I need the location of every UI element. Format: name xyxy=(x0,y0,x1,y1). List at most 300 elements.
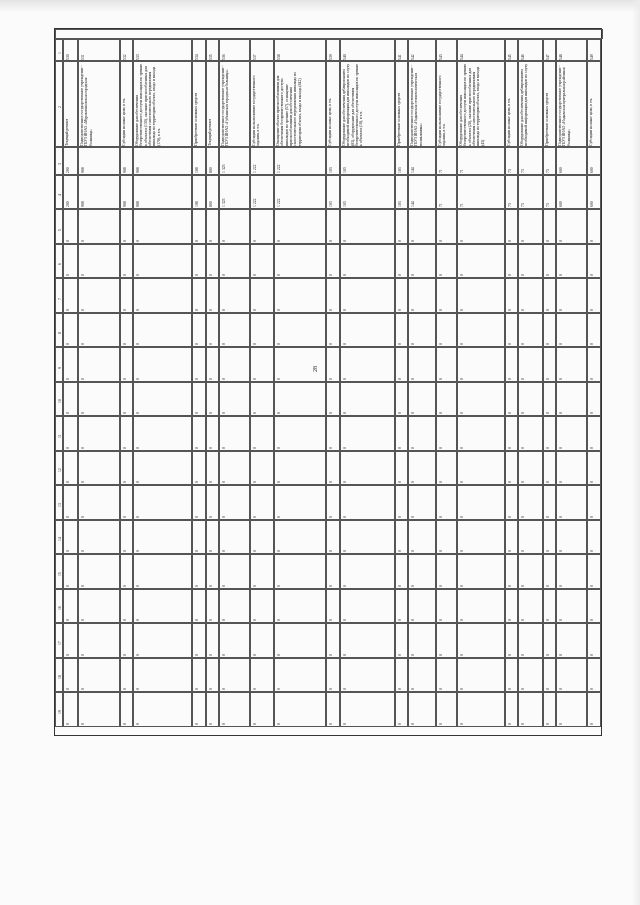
header-label: 19 xyxy=(58,709,62,714)
row-value: 0 xyxy=(136,378,141,380)
row-value: 0 xyxy=(545,585,550,587)
table-cell xyxy=(120,244,134,279)
table-cell xyxy=(63,313,78,348)
row-number: 535 xyxy=(208,53,213,60)
table-cell xyxy=(192,382,206,417)
table-cell xyxy=(274,692,326,727)
row-value: 0 xyxy=(277,308,282,311)
table-cell xyxy=(340,244,395,279)
table-cell xyxy=(192,451,206,486)
table-cell xyxy=(505,658,519,693)
table-cell xyxy=(457,382,505,417)
row-name: Оборудование для обеспечения беспрепятственного доступа инвалидов по зрению к объектам (130), оказание приспособленных для обеспечения самостоятельного передвижения инвалида по территории объекта, входа и выхода (178), в т.ч. xyxy=(135,63,162,146)
table-cell xyxy=(340,313,395,348)
row-value: 0 xyxy=(208,481,213,484)
table-cell xyxy=(250,382,274,417)
row-value: 0 xyxy=(122,343,127,346)
table-cell xyxy=(340,451,395,486)
table-cell xyxy=(505,382,519,417)
table-cell xyxy=(457,209,505,244)
row-value: 0 xyxy=(208,412,213,415)
row-value: 0 xyxy=(81,585,86,587)
table-cell xyxy=(274,39,326,61)
table-cell xyxy=(587,244,601,279)
table-cell xyxy=(63,554,78,589)
row-value: 0 xyxy=(411,378,416,380)
table-cell xyxy=(192,416,206,451)
row-value: 0 xyxy=(222,308,227,311)
header-label: 12 xyxy=(58,468,62,473)
table-cell xyxy=(436,658,457,693)
table-cell xyxy=(78,313,119,348)
header-cell xyxy=(55,313,63,348)
table-cell xyxy=(192,658,206,693)
table-cell xyxy=(78,39,119,61)
table-cell xyxy=(63,209,78,244)
table-cell xyxy=(457,416,505,451)
table-cell xyxy=(556,347,587,382)
table-cell xyxy=(133,347,191,382)
table-cell xyxy=(326,382,340,417)
row-value: 0 xyxy=(411,654,416,656)
table-cell xyxy=(206,244,220,279)
table-cell xyxy=(274,175,326,210)
row-value: 0 xyxy=(66,516,70,518)
table-cell xyxy=(518,209,542,244)
table-cell xyxy=(505,175,519,210)
row-value: 0 xyxy=(136,516,141,518)
row-value: 0 xyxy=(459,585,464,587)
row-value: 0 xyxy=(328,412,333,415)
row-name: Подведомственное государственное учреждение - ГБУЗ ЯНАО «Надымская центральная районная больница» xyxy=(558,65,572,146)
table-cell xyxy=(408,589,436,624)
row-value: 0 xyxy=(66,239,70,242)
header-label: 16 xyxy=(58,606,62,611)
header-cell xyxy=(55,382,63,417)
row-value: 0 xyxy=(521,481,526,484)
row-value: 0 xyxy=(328,550,333,553)
table-cell xyxy=(63,39,78,61)
row-value: 0 xyxy=(66,619,70,622)
row-value: 0 xyxy=(194,378,199,380)
row-value: 0 xyxy=(136,654,141,656)
row-value: 0 xyxy=(459,654,464,656)
table-cell xyxy=(587,692,601,727)
table-cell xyxy=(219,520,250,555)
table-cell xyxy=(219,313,250,348)
table-cell xyxy=(505,313,519,348)
row-value: 0 xyxy=(411,343,416,346)
table-cell xyxy=(518,554,542,589)
table-cell xyxy=(505,554,519,589)
header-label: 18 xyxy=(58,675,62,680)
table-cell xyxy=(219,416,250,451)
row-value: 0 xyxy=(81,654,86,656)
row-value: 0 xyxy=(438,412,443,415)
row-value: 0 xyxy=(397,412,402,415)
table-cell xyxy=(395,589,409,624)
table-cell xyxy=(505,278,519,313)
table-cell xyxy=(340,175,395,210)
table-cell xyxy=(78,416,119,451)
row-value: 0 xyxy=(507,654,512,656)
table-cell xyxy=(63,520,78,555)
row-value: 0 xyxy=(194,308,199,311)
table-cell xyxy=(133,278,191,313)
row-value: 0 xyxy=(545,239,550,242)
row-value: 0 xyxy=(545,447,550,449)
table-cell xyxy=(587,39,601,61)
table-cell xyxy=(219,61,250,147)
row-value: 0 xyxy=(136,274,141,277)
table-cell xyxy=(436,61,457,147)
table-cell xyxy=(206,209,220,244)
table-cell xyxy=(326,209,340,244)
row-value: 0 xyxy=(136,688,141,691)
row-value: 0 xyxy=(342,412,347,415)
row-name: Субсидии на иные цели, в т.ч. xyxy=(589,97,594,146)
row-value: 0 xyxy=(342,343,347,346)
table-cell xyxy=(219,278,250,313)
row-value: 0 xyxy=(208,378,213,380)
table-cell xyxy=(120,589,134,624)
row-value: 0 xyxy=(397,654,402,656)
row-value: 0 xyxy=(590,619,595,622)
table-cell xyxy=(436,623,457,658)
row-value: 0 xyxy=(194,585,199,587)
table-cell xyxy=(436,416,457,451)
row-number: 532 xyxy=(122,53,127,60)
table-cell xyxy=(457,520,505,555)
table-cell xyxy=(63,589,78,624)
header-label: 14 xyxy=(58,537,62,542)
row-value: 0 xyxy=(411,412,416,415)
row-value: 0 xyxy=(66,343,70,346)
table-cell xyxy=(457,175,505,210)
row-value: 0 xyxy=(459,412,464,415)
row-value: 0 xyxy=(328,274,333,277)
row-value: 0 xyxy=(559,688,564,691)
table-cell xyxy=(587,147,601,175)
table-cell xyxy=(505,347,519,382)
header-label: 7 xyxy=(58,297,62,300)
table-cell xyxy=(543,313,557,348)
table-cell xyxy=(543,623,557,658)
header-cell xyxy=(55,209,63,244)
header-label: 1 xyxy=(58,51,62,54)
table-cell xyxy=(206,554,220,589)
row-value: 0 xyxy=(194,550,199,553)
row-value: 600 xyxy=(590,167,595,173)
table-cell xyxy=(340,382,395,417)
table-cell xyxy=(326,175,340,210)
table-cell xyxy=(78,485,119,520)
table-cell xyxy=(133,589,191,624)
row-value: 0 xyxy=(194,343,199,346)
row-value: 0 xyxy=(521,274,526,277)
row-number: 548 xyxy=(559,53,564,60)
table-cell xyxy=(274,61,326,147)
row-value: 0 xyxy=(438,619,443,622)
table-cell xyxy=(436,147,457,175)
row-value: 0 xyxy=(397,308,402,311)
row-value: 0 xyxy=(559,585,564,587)
table-cell xyxy=(133,658,191,693)
table-cell xyxy=(133,147,191,175)
row-value: 0 xyxy=(545,516,550,518)
table-cell xyxy=(556,485,587,520)
table-cell xyxy=(120,39,134,61)
row-value: 0 xyxy=(521,723,526,725)
row-number: 538 xyxy=(277,53,282,60)
table-cell xyxy=(556,658,587,693)
table-cell xyxy=(457,347,505,382)
table-cell xyxy=(556,209,587,244)
table-cell xyxy=(340,416,395,451)
row-value: 0 xyxy=(438,274,443,277)
table-cell xyxy=(274,147,326,175)
table-cell xyxy=(395,175,409,210)
row-value: 0 xyxy=(507,723,512,725)
table-cell xyxy=(250,485,274,520)
table-cell xyxy=(120,485,134,520)
row-value: 0 xyxy=(136,723,141,725)
table-cell xyxy=(219,382,250,417)
table-cell xyxy=(192,589,206,624)
row-value: 0 xyxy=(507,308,512,311)
table-cell xyxy=(457,313,505,348)
row-value: 0 xyxy=(559,308,564,311)
table-cell xyxy=(395,520,409,555)
table-cell xyxy=(133,39,191,61)
table-cell xyxy=(518,147,542,175)
table-cell xyxy=(120,147,134,175)
row-value: 908 xyxy=(81,201,86,208)
table-cell xyxy=(120,278,134,313)
row-name: Оборудование для обеспечения дублированием необходимой информации для инвалидов по слуху (83), оборудование для обеспечения беспрепятственного доступа инвалидов по зрению к объектам (18), в т.ч. xyxy=(341,63,364,146)
row-value: 0 xyxy=(66,688,70,691)
row-value: 0 xyxy=(66,481,70,484)
table-cell xyxy=(206,589,220,624)
header-cell xyxy=(55,451,63,486)
table-cell xyxy=(556,61,587,147)
table-cell xyxy=(587,658,601,693)
table-cell xyxy=(587,209,601,244)
row-name: Приобретение основных средств xyxy=(544,92,549,146)
row-value: 0 xyxy=(122,516,127,518)
table-cell xyxy=(219,209,250,244)
row-value: 0 xyxy=(545,308,550,311)
row-number: 531 xyxy=(81,53,86,60)
table-cell xyxy=(274,623,326,658)
row-value: 0 xyxy=(521,343,526,346)
row-number: 539 xyxy=(328,53,333,60)
table-cell xyxy=(120,209,134,244)
row-value: 1 222 xyxy=(253,164,258,173)
row-value: 0 xyxy=(277,412,282,415)
table-cell xyxy=(192,244,206,279)
scan-shadow-top xyxy=(0,0,640,12)
row-value: 0 xyxy=(342,308,347,311)
table-cell xyxy=(133,313,191,348)
row-value: 0 xyxy=(277,447,282,449)
table-cell xyxy=(192,209,206,244)
table-cell xyxy=(250,347,274,382)
table-cell xyxy=(274,658,326,693)
row-value: 0 xyxy=(559,412,564,415)
table-cell xyxy=(78,61,119,147)
table-cell xyxy=(192,175,206,210)
table-cell xyxy=(133,416,191,451)
table-cell xyxy=(408,451,436,486)
row-value: 0 xyxy=(136,412,141,415)
row-value: 0 xyxy=(342,654,347,656)
row-value: 0 xyxy=(328,239,333,242)
table-cell xyxy=(206,61,220,147)
row-value: 0 xyxy=(194,239,199,242)
row-value: 0 xyxy=(253,723,258,725)
row-name: Субсидии на иные цели, в т.ч. xyxy=(327,97,332,146)
table-cell xyxy=(120,658,134,693)
row-value: 0 xyxy=(459,378,464,380)
table-cell xyxy=(395,209,409,244)
row-value: 0 xyxy=(136,239,141,242)
table-cell xyxy=(436,39,457,61)
table-cell xyxy=(78,589,119,624)
row-value: 0 xyxy=(521,654,526,656)
table-cell xyxy=(543,485,557,520)
row-value: 0 xyxy=(438,654,443,656)
table-cell xyxy=(250,244,274,279)
row-value: 0 xyxy=(208,688,213,691)
row-value: 0 xyxy=(411,239,416,242)
table-cell xyxy=(63,623,78,658)
table-cell xyxy=(340,658,395,693)
table-cell xyxy=(518,589,542,624)
row-number: 537 xyxy=(253,53,258,60)
table-cell xyxy=(395,244,409,279)
row-value: 0 xyxy=(397,688,402,691)
table-cell xyxy=(436,589,457,624)
table-cell xyxy=(274,382,326,417)
row-value: 0 xyxy=(66,412,70,415)
row-value: 0 xyxy=(559,619,564,622)
row-value: 0 xyxy=(459,343,464,346)
row-value: 0 xyxy=(122,481,127,484)
row-value: 0 xyxy=(507,412,512,415)
row-value: 0 xyxy=(277,239,282,242)
row-number: 530 xyxy=(66,53,70,60)
table-cell xyxy=(457,451,505,486)
table-cell xyxy=(543,589,557,624)
table-cell xyxy=(63,451,78,486)
row-value: 0 xyxy=(122,723,127,725)
table-cell xyxy=(326,520,340,555)
table-cell xyxy=(395,382,409,417)
table-cell xyxy=(206,485,220,520)
row-name: Субсидии на выполнение государственного задания, в т.ч. xyxy=(252,75,261,146)
row-value: 0 xyxy=(459,274,464,277)
table-cell xyxy=(326,244,340,279)
table-cell xyxy=(587,623,601,658)
table-cell xyxy=(556,147,587,175)
table-cell xyxy=(250,313,274,348)
table-cell xyxy=(219,589,250,624)
table-cell xyxy=(457,658,505,693)
table-cell xyxy=(274,554,326,589)
table-cell xyxy=(120,347,134,382)
table-cell xyxy=(78,520,119,555)
table-cell xyxy=(436,209,457,244)
row-value: 0 xyxy=(81,688,86,691)
table-cell xyxy=(120,692,134,727)
table-cell xyxy=(192,347,206,382)
table-cell xyxy=(543,39,557,61)
row-name: Текущий ремонт xyxy=(207,118,212,146)
row-value: 0 xyxy=(521,688,526,691)
row-value: 0 xyxy=(459,688,464,691)
table-cell xyxy=(250,39,274,61)
table-cell xyxy=(326,39,340,61)
row-value: 0 xyxy=(81,516,86,518)
row-value: 0 xyxy=(397,619,402,622)
row-value: 0 xyxy=(459,619,464,622)
row-value: 0 xyxy=(545,274,550,277)
row-value: 0 xyxy=(521,550,526,553)
table-cell xyxy=(408,416,436,451)
header-cell xyxy=(55,278,63,313)
table-cell xyxy=(192,485,206,520)
table-cell xyxy=(457,589,505,624)
row-value: 73 xyxy=(507,203,512,208)
table-cell xyxy=(395,554,409,589)
row-value: 0 xyxy=(136,619,141,622)
row-value: 0 xyxy=(507,585,512,587)
row-value: 0 xyxy=(559,343,564,346)
table-cell xyxy=(274,209,326,244)
row-value: 908 xyxy=(81,167,86,173)
table-cell xyxy=(340,589,395,624)
row-value: 0 xyxy=(438,550,443,553)
row-value: 0 xyxy=(208,308,213,311)
table-cell xyxy=(326,623,340,658)
table-cell xyxy=(63,244,78,279)
table-cell xyxy=(543,382,557,417)
table-cell xyxy=(78,278,119,313)
row-value: 0 xyxy=(590,688,595,691)
row-value: 0 xyxy=(342,585,347,587)
row-value: 0 xyxy=(328,516,333,518)
header-cell xyxy=(55,485,63,520)
table-cell xyxy=(543,451,557,486)
row-value: 0 xyxy=(222,688,227,691)
row-value: 0 xyxy=(81,308,86,311)
row-value: 0 xyxy=(411,447,416,449)
row-name: Приобретение основных средств xyxy=(396,92,401,146)
table-cell xyxy=(63,416,78,451)
table-cell xyxy=(457,244,505,279)
row-value: 0 xyxy=(66,378,70,380)
table-cell xyxy=(543,692,557,727)
row-value: 0 xyxy=(222,412,227,415)
row-value: 0 xyxy=(411,516,416,518)
row-value: 71 xyxy=(459,169,464,173)
row-value: 0 xyxy=(342,239,347,242)
row-value: 0 xyxy=(342,447,347,449)
table-cell xyxy=(133,485,191,520)
row-value: 600 xyxy=(559,167,564,173)
table-cell xyxy=(326,313,340,348)
